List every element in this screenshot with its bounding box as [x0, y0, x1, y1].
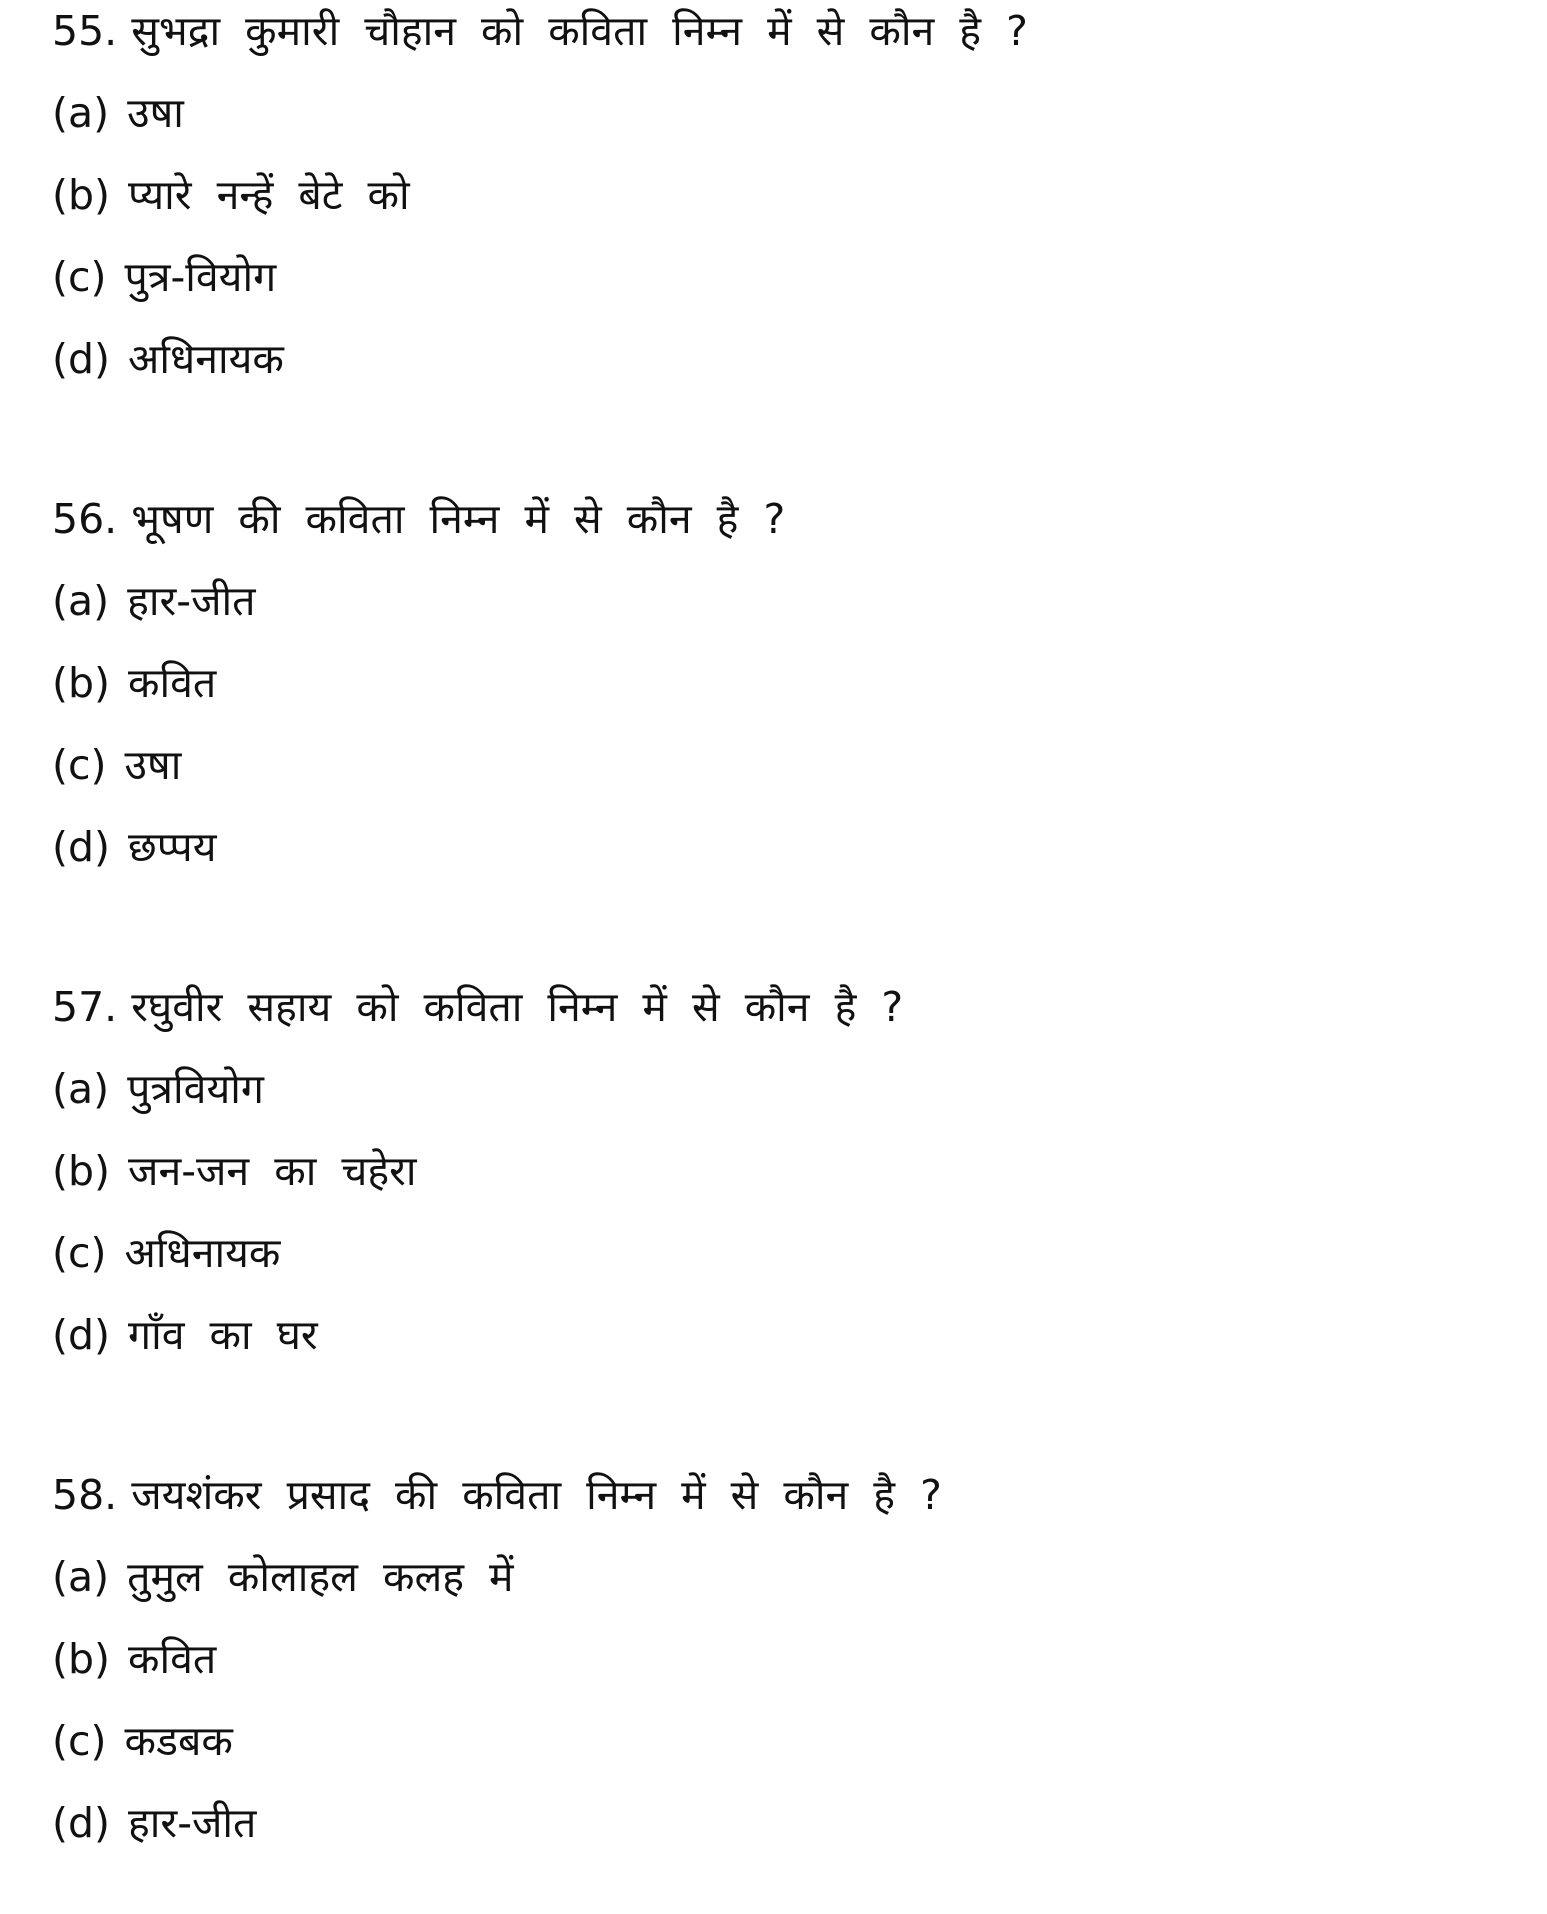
option-text: अधिनायक: [128, 335, 284, 383]
option-text: हार-जीत: [127, 577, 256, 625]
option-text: तुमुल कोलाहल कलह में: [127, 1553, 514, 1601]
option-key: (a): [52, 577, 110, 625]
option-d: [52, 818, 1492, 900]
option-b: [52, 1142, 1492, 1224]
option-key: (c): [52, 1717, 107, 1765]
option-key: (d): [52, 1311, 111, 1359]
option-a: [52, 1060, 1492, 1142]
question-number: 55.: [52, 7, 118, 55]
question-56: [52, 490, 1492, 900]
option-a: [52, 572, 1492, 654]
option-c: [52, 736, 1492, 818]
option-key: (b): [52, 1147, 111, 1195]
option-text: जन-जन का चहेरा: [128, 1147, 417, 1195]
option-text: उषा: [127, 89, 184, 137]
option-a: [52, 1548, 1492, 1630]
option-key: (a): [52, 1553, 110, 1601]
option-text: पुत्र-वियोग: [124, 253, 277, 301]
option-c: [52, 1712, 1492, 1794]
option-key: (d): [52, 335, 111, 383]
option-b: [52, 654, 1492, 736]
option-key: (c): [52, 1229, 107, 1277]
option-c: [52, 248, 1492, 330]
question-number: 58.: [52, 1471, 118, 1519]
option-key: (a): [52, 1065, 110, 1113]
option-key: (a): [52, 89, 110, 137]
option-b: [52, 1630, 1492, 1712]
option-key: (b): [52, 659, 111, 707]
option-text: कवित: [128, 659, 217, 707]
option-key: (d): [52, 1799, 111, 1847]
option-d: [52, 1794, 1492, 1876]
option-key: (c): [52, 741, 107, 789]
option-text: कवित: [128, 1635, 217, 1683]
question-text-line: [52, 1466, 1492, 1548]
option-text: कडबक: [124, 1717, 233, 1765]
question-text: सुभद्रा कुमारी चौहान को कविता निम्न में से कौन है ?: [131, 7, 1028, 55]
option-text: गाँव का घर: [128, 1311, 318, 1359]
question-text-line: [52, 978, 1492, 1060]
question-text: भूषण की कविता निम्न में से कौन है ?: [131, 495, 786, 543]
question-number: 56.: [52, 495, 118, 543]
option-text: पुत्रवियोग: [127, 1065, 264, 1113]
option-key: (d): [52, 823, 111, 871]
option-d: [52, 330, 1492, 412]
question-58: [52, 1466, 1492, 1876]
question-text: जयशंकर प्रसाद की कविता निम्न में से कौन है ?: [131, 1471, 942, 1519]
question-number: 57.: [52, 983, 118, 1031]
option-b: [52, 166, 1492, 248]
option-text: उषा: [124, 741, 182, 789]
question-text-line: [52, 2, 1492, 84]
question-text-line: [52, 490, 1492, 572]
question-text: रघुवीर सहाय को कविता निम्न में से कौन है ?: [131, 983, 904, 1031]
option-key: (c): [52, 253, 107, 301]
option-d: [52, 1306, 1492, 1388]
option-a: [52, 84, 1492, 166]
option-text: प्यारे नन्हें बेटे को: [128, 171, 410, 219]
question-55: [52, 2, 1492, 412]
option-text: अधिनायक: [124, 1229, 281, 1277]
option-text: हार-जीत: [128, 1799, 257, 1847]
option-c: [52, 1224, 1492, 1306]
option-key: (b): [52, 1635, 111, 1683]
option-text: छप्पय: [128, 823, 217, 871]
option-key: (b): [52, 171, 111, 219]
question-57: [52, 978, 1492, 1388]
